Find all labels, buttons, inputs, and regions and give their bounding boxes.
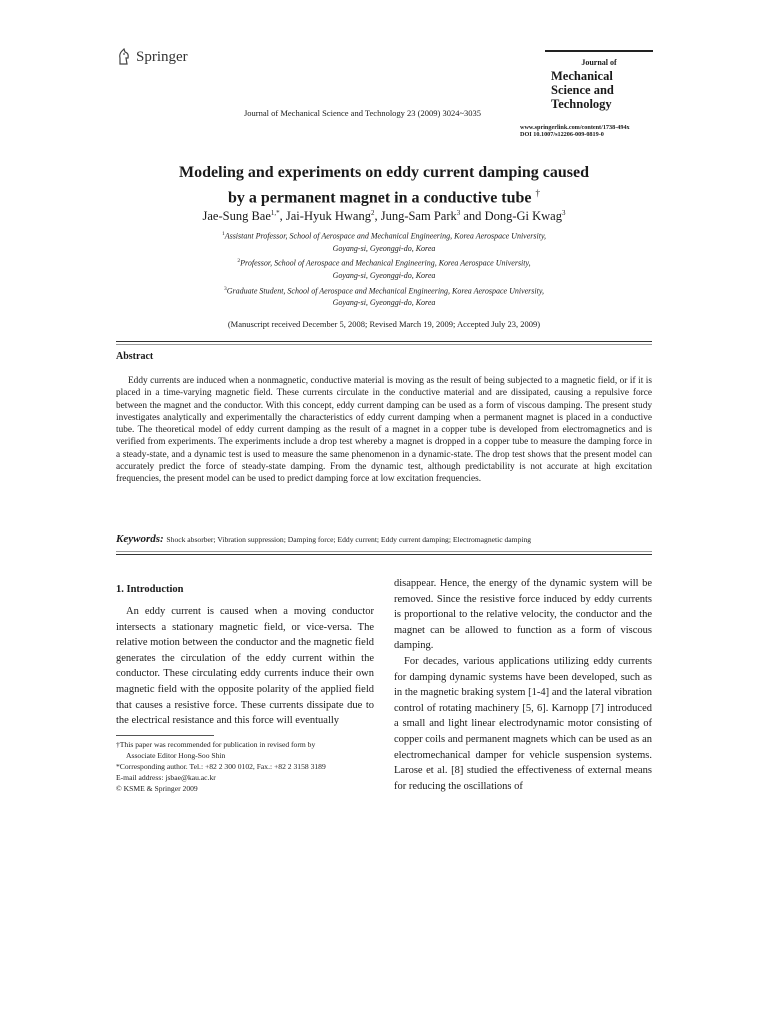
manuscript-dates: (Manuscript received December 5, 2008; Revised March 19, 2009; Accepted July 23, 2009) bbox=[227, 319, 541, 329]
journal-masthead bbox=[545, 50, 653, 111]
paragraph: For decades, various applications utilizing eddy currents for damping dynamic systems have been developed, such as in the magnetic braking system [1-4] and the lateral vibration control of rotating machinery [5, 6]. Karnopp [7] introduced a small and light linear electrodynamic motor consisting of copper coils and permanent magnets which can be used as an electromechanical damper for vehicle suspension systems. Larose et al. [8] studied the effectiveness of external means for reducing the oscillations of bbox=[394, 655, 652, 792]
doi[interactable]: DOI 10.1007/s12206-009-0819-0 bbox=[520, 131, 604, 138]
author-name: Jai-Hyuk Hwang bbox=[285, 209, 371, 224]
affiliation-location: Goyang-si, Gyeonggi-do, Korea bbox=[332, 298, 436, 308]
paper-title bbox=[116, 163, 652, 208]
journal-name-line: Mechanical bbox=[551, 69, 613, 83]
section-heading: 1. Introduction bbox=[116, 584, 184, 595]
title-line-1: Modeling and experiments on eddy current damping caused bbox=[179, 164, 589, 181]
abstract-text: Eddy currents are induced when a nonmagnetic, conductive material is moving as the result of being subjected to a magnetic field, or if it is placed in a time-varying magnetic field. These currents circulate in the conductive material and are dissipated, causing a repulsive force between the magnet and the conductor. With this concept, eddy current damping can be used as a form of viscous damping. The present study investigates analytically and experimentally the characteristics of eddy current damping when a permanent magnet is placed in a conductive tube. The theoretical model of eddy current damping as the result of a magnet in a copper tube is developed from electromagnetics and is verified from experiments. The experiments include a drop test whereby a magnet is dropped in a copper tube to measure the damping force in a steady-state, and a dynamic test is used to measure the same phenomenon in a dynamic-state. The drop test shows that the present model can accurately predict the force of steady-state damping. From the dynamic test, although predictability is not accurate at high excitation frequencies, the present model can be used to predict damping force at low excitation frequencies. bbox=[116, 376, 652, 485]
author-separator: and bbox=[460, 209, 485, 224]
footnote: © KSME & Springer 2009 bbox=[116, 784, 198, 793]
divider bbox=[116, 344, 652, 345]
footnote-rule bbox=[116, 735, 214, 736]
footnote: *Corresponding author. Tel.: +82 2 300 0102, Fax.: +82 2 3158 3189 bbox=[116, 762, 326, 771]
author-name: Jae-Sung Bae bbox=[202, 209, 271, 224]
footnote: †This paper was recommended for publication in revised form by bbox=[116, 740, 316, 749]
affiliation: $^3$Graduate Student, School of Aerospace and Mechanical Engineering, Korea Aerospace University, bbox=[224, 285, 544, 296]
journal-name-line: Technology bbox=[551, 97, 612, 111]
footnote[interactable]: E-mail address: jsbae@kau.ac.kr bbox=[116, 773, 216, 782]
paragraph: An eddy current is caused when a moving conductor intersects a stationary magnetic field, or vice-versa. The relative motion between the conductor and the magnetic field generates the circulation of the eddy current within the conductor. These circulating eddy currents induce their own magnetic field with the opposite polarity of the applied field that causes a resistive force. These currents dissipate due to the electrical resistance and this force will eventually bbox=[116, 606, 374, 727]
title-line-2: by a permanent magnet in a conductive tube † bbox=[227, 188, 541, 207]
journal-url[interactable]: www.springerlink.com/content/1738-494x bbox=[520, 124, 630, 131]
affiliations bbox=[150, 228, 618, 310]
right-column bbox=[394, 576, 652, 794]
author-separator: , bbox=[374, 209, 381, 224]
journal-name bbox=[551, 69, 653, 111]
author-name: Jung-Sam Park bbox=[380, 209, 457, 224]
divider bbox=[116, 341, 652, 342]
footnotes bbox=[116, 739, 376, 794]
journal-of-label: Journal of bbox=[581, 58, 617, 67]
journal-citation: Journal of Mechanical Science and Technology 23 (2009) 3024~3035 bbox=[244, 108, 482, 118]
divider bbox=[116, 554, 652, 555]
divider bbox=[116, 551, 652, 552]
affiliation-location: Goyang-si, Gyeonggi-do, Korea bbox=[332, 271, 436, 281]
author-affil-mark: 2 bbox=[370, 209, 375, 217]
journal-links bbox=[520, 124, 630, 138]
springer-knight-icon bbox=[116, 48, 132, 66]
paragraph: disappear. Hence, the energy of the dynamic system will be removed. Since the resistive force induced by eddy currents is proportional to the relative velocity, the conductor and the magnet can be allowed to function as a form of viscous damping. bbox=[394, 578, 652, 652]
abstract-heading: Abstract bbox=[116, 351, 154, 362]
affiliation: $^1$Assistant Professor, School of Aerospace and Mechanical Engineering, Korea Aerospace University, bbox=[221, 231, 547, 241]
author-separator: , bbox=[279, 209, 286, 224]
affiliation: $^2$Professor, School of Aerospace and Mechanical Engineering, Korea Aerospace University, bbox=[237, 258, 531, 268]
affiliation-location: Goyang-si, Gyeonggi-do, Korea bbox=[332, 243, 436, 253]
keywords-text: Shock absorber; Vibration suppression; Damping force; Eddy current; Eddy current damping; Electromagnetic damping bbox=[166, 535, 532, 544]
keywords: Keywords: Shock absorber; Vibration suppression; Damping force; Eddy current; Eddy current damping; Electromagnetic damping bbox=[116, 533, 532, 545]
title-dagger: † bbox=[535, 188, 541, 198]
journal-name-line: Science and bbox=[551, 83, 614, 97]
masthead-rule bbox=[545, 50, 653, 52]
publisher-logo bbox=[116, 48, 188, 66]
left-column bbox=[116, 604, 374, 729]
author-affil-mark: 3 bbox=[561, 209, 566, 217]
footnote: Associate Editor Hong-Soo Shin bbox=[126, 751, 226, 760]
publisher-name: Springer bbox=[136, 48, 188, 65]
author-affil-mark: 3 bbox=[456, 209, 461, 217]
author-list bbox=[116, 209, 652, 224]
author-affil-mark: 1,* bbox=[270, 209, 280, 217]
keywords-label: Keywords bbox=[116, 533, 160, 545]
author-name: Dong-Gi Kwag bbox=[484, 209, 562, 224]
